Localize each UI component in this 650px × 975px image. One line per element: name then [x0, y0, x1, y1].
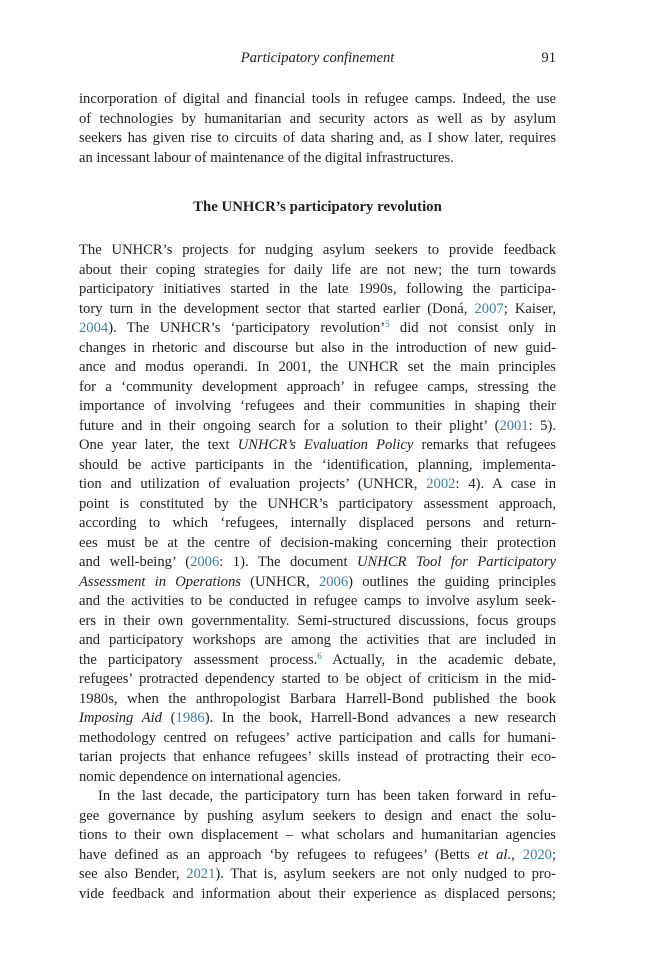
citation-link[interactable]: 2004	[79, 320, 109, 336]
text-line: should be active participants in the ‘identification, planning, implementa-	[79, 456, 556, 473]
text-run: the participatory assessment process.	[79, 651, 318, 668]
citation-link[interactable]: 2006	[190, 554, 220, 570]
text-run: have defined as an approach ‘by refugees to refugees’ (Betts	[79, 846, 478, 863]
text-line: tarian projects that enhance refugees’ skills instead of protracting their eco-	[79, 749, 556, 765]
italic-title: UNHCR Tool for Participatory	[357, 554, 556, 570]
italic-title: Assessment in Operations	[79, 573, 241, 590]
text-line: changes in rhetoric and discourse but also in the introduction of new guid-	[79, 339, 556, 356]
citation-link[interactable]: 2002	[426, 476, 456, 492]
text-line	[79, 436, 556, 456]
text-line: tions to their own displacement – what scholars and humanitarian agencies	[79, 827, 556, 843]
text-line	[79, 417, 556, 437]
text-line	[79, 319, 556, 339]
text-run: tory turn in the development sector that started earlier (Doná,	[79, 300, 475, 317]
text-line: The UNHCR’s projects for nudging asylum seekers to provide feedback	[79, 242, 556, 258]
footnote-marker[interactable]: 5	[385, 319, 390, 329]
text-run: ,	[511, 846, 523, 863]
running-head	[79, 50, 556, 70]
citation-link[interactable]: 2007	[474, 300, 504, 317]
text-line	[79, 651, 556, 671]
text-line: nomic dependence on international agencies.	[79, 768, 342, 785]
italic-title: UNHCR’s Evaluation Policy	[237, 437, 414, 453]
text-line	[79, 846, 556, 866]
text-line	[79, 300, 556, 320]
text-line: of technologies by humanitarian and security actors as well as by asylum	[79, 110, 556, 127]
text-line: ance and modus operandi. In 2001, the UNHCR set the main principles	[79, 359, 556, 375]
text-run: (UNHCR,	[240, 573, 319, 590]
text-line: vide feedback and information about their experience as displaced persons;	[79, 885, 556, 902]
citation-link[interactable]: 2021	[186, 866, 216, 882]
text-run: ) outlines the guiding principles	[348, 573, 556, 590]
text-line: gee governance by pushing asylum seekers to design and enact the solu-	[79, 807, 556, 824]
text-run: and well-being’ (	[79, 554, 191, 570]
text-line: In the last decade, the participatory turn has been taken forward in refu-	[98, 788, 556, 804]
text-line: 1980s, when the anthropologist Barbara Harrell-Bond published the book	[79, 690, 556, 707]
text-line: participatory initiatives started in the late 1990s, following the participa-	[79, 281, 556, 297]
text-line: methodology centred on refugees’ active participation and calls for humani-	[79, 729, 556, 746]
text-line	[79, 865, 556, 885]
paragraph-2	[79, 241, 556, 787]
paragraph-1	[79, 90, 556, 168]
text-run: ). In the book, Harrell-Bond advances a new research	[204, 710, 556, 726]
text-run: One year later, the text	[79, 437, 238, 453]
text-line: incorporation of digital and financial tools in refugee camps. Indeed, the use	[79, 91, 556, 107]
text-run: did not consist only in	[389, 320, 557, 336]
text-line: and participatory workshops are among the activities that are included in	[79, 632, 556, 648]
footnote-marker[interactable]: 6	[317, 650, 322, 661]
text-line: about their coping strategies for daily life are not new; the turn towards	[79, 261, 556, 278]
text-run: Actually, in the academic debate,	[321, 651, 556, 668]
text-line	[79, 475, 556, 495]
italic-title: Imposing Aid	[79, 710, 162, 726]
text-line: and the activities to be conducted in refugee camps to involve asylum seek-	[79, 593, 556, 609]
text-run: tion and utilization of evaluation projects’ (UNHCR,	[79, 476, 427, 492]
text-line	[79, 709, 556, 729]
italic-text: et al.	[477, 846, 512, 863]
body-text	[79, 90, 556, 904]
text-run: (	[161, 710, 176, 726]
text-line: according to which ‘refugees, internally displaced persons and return-	[79, 515, 556, 531]
text-run: future and in their ongoing search for a solution to their plight’ (	[79, 417, 500, 434]
text-line: for a ‘community development approach’ in refugee camps, stressing the	[79, 378, 556, 395]
text-run: ). That is, asylum seekers are not only nudged to pro-	[215, 866, 556, 882]
paragraph-3	[79, 787, 556, 904]
text-run: ;	[551, 846, 557, 863]
text-line	[79, 573, 556, 593]
text-line: importance of involving ‘refugees and their communities in shaping their	[79, 398, 556, 414]
text-run: ; Kaiser,	[503, 300, 556, 317]
section-heading: The UNHCR’s participatory revolution	[193, 199, 442, 215]
page-number: 91	[541, 50, 556, 66]
text-line: point is constituted by the UNHCR’s participatory assessment approach,	[79, 495, 556, 512]
running-title: Participatory confinement	[240, 50, 395, 66]
text-run: : 5).	[528, 417, 556, 434]
text-run: : 4). A case in	[455, 476, 556, 492]
text-run: : 1). The document	[219, 554, 358, 570]
text-line: ees must be at the centre of decision-making concerning their protection	[79, 534, 556, 551]
text-line	[79, 553, 556, 573]
text-line: an incessant labour of maintenance of the digital infrastructures.	[79, 149, 454, 166]
citation-link[interactable]: 1986	[175, 710, 205, 726]
text-line: seekers has given rise to circuits of data sharing and, as I show later, requires	[79, 130, 556, 146]
text-run: ). The UNHCR’s ‘participatory revolution’	[108, 320, 386, 336]
text-run: remarks that refugees	[413, 437, 556, 453]
citation-link[interactable]: 2006	[318, 573, 349, 590]
text-run: see also Bender,	[79, 866, 187, 882]
text-line: ers in their own governmentality. Semi-structured discussions, focus groups	[79, 612, 556, 629]
text-line: refugees’ protracted dependency started to be object of criticism in the mid-	[79, 671, 556, 687]
citation-link[interactable]: 2001	[499, 417, 529, 434]
citation-link[interactable]: 2020	[522, 846, 552, 863]
